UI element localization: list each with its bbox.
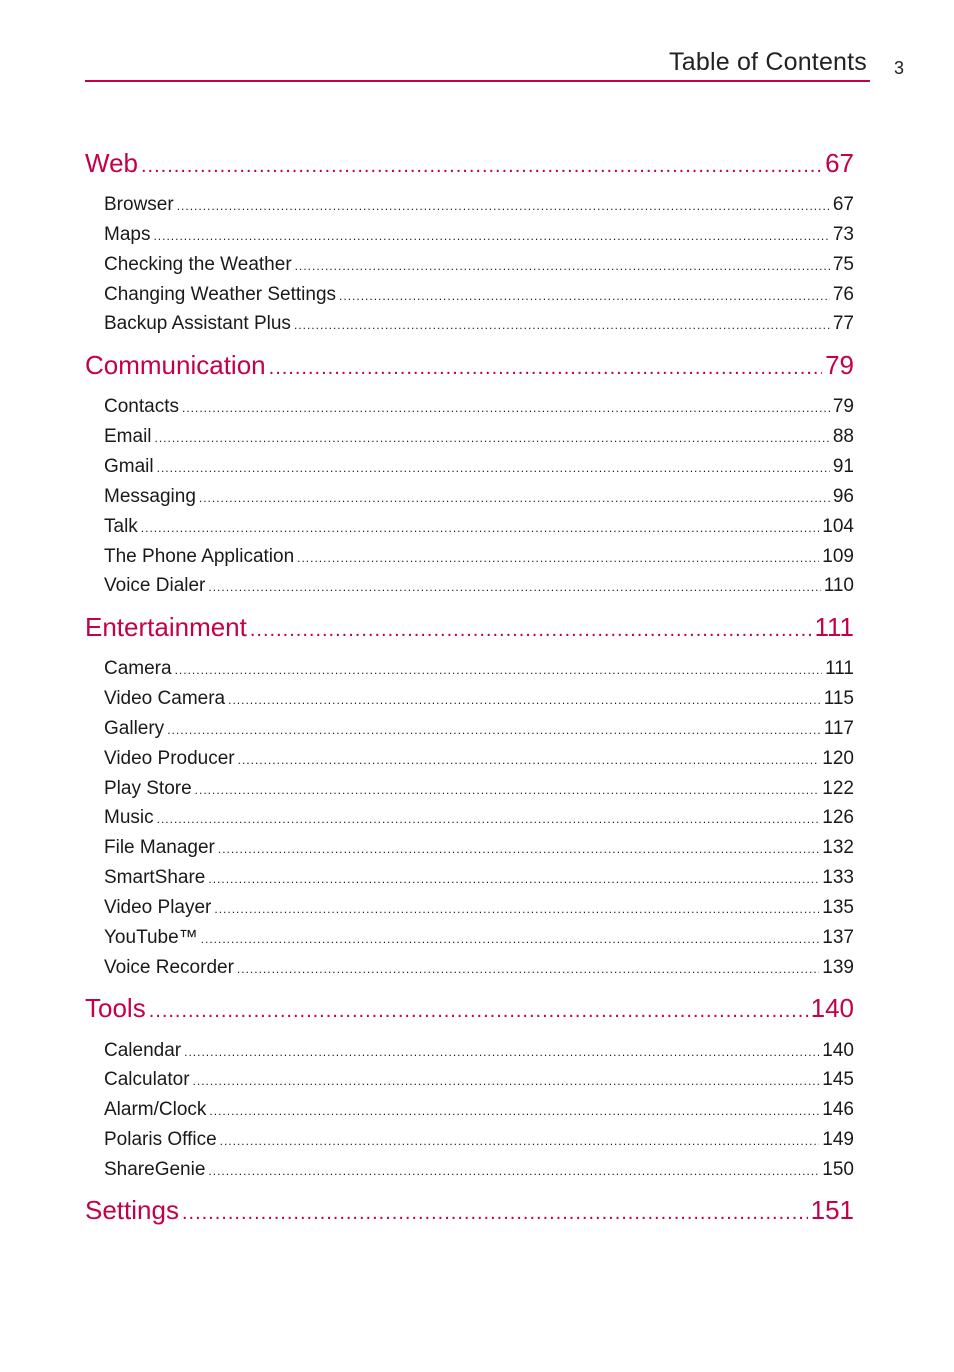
entry-page: 67 [832, 194, 854, 215]
toc-entry[interactable] [104, 1159, 854, 1187]
toc-entry[interactable] [104, 456, 854, 484]
toc-entry[interactable] [104, 778, 854, 806]
entry-label: File Manager [104, 837, 215, 858]
dot-leader [177, 199, 830, 213]
dot-leader [238, 753, 820, 767]
dot-leader [175, 663, 823, 677]
entry-page: 149 [822, 1129, 854, 1150]
toc-entry[interactable] [104, 1069, 854, 1097]
entry-label: Video Producer [104, 748, 235, 769]
entry-label: Messaging [104, 486, 196, 507]
entry-page: 117 [823, 718, 854, 739]
entry-label: Video Player [104, 897, 212, 918]
entry-label: Video Camera [104, 688, 226, 709]
entry-page: 77 [832, 313, 854, 334]
dot-leader [149, 1000, 808, 1023]
toc-entry[interactable] [104, 284, 854, 312]
entry-page: 140 [822, 1040, 854, 1061]
entry-page: 79 [832, 396, 854, 417]
entry-label: Changing Weather Settings [104, 284, 337, 305]
toc-entry[interactable] [104, 957, 854, 985]
toc-entry[interactable] [104, 1099, 854, 1127]
dot-leader [228, 693, 821, 707]
toc-entry[interactable] [104, 927, 854, 955]
entry-label: Gmail [104, 456, 154, 477]
section-page: 151 [810, 1195, 854, 1225]
dot-leader [195, 783, 820, 797]
entry-page: 139 [822, 957, 854, 978]
toc-entry[interactable] [104, 718, 854, 746]
entry-page: 132 [822, 837, 854, 858]
entry-label: ShareGenie [104, 1159, 206, 1180]
entry-page: 146 [822, 1099, 854, 1120]
entry-page: 76 [832, 284, 854, 305]
toc-entry[interactable] [104, 658, 854, 686]
entry-page: 115 [823, 688, 854, 709]
entry-label: Contacts [104, 396, 179, 417]
entry-page: 75 [832, 254, 854, 275]
toc-section-communication[interactable] [85, 350, 854, 386]
section-title: Entertainment [85, 612, 247, 642]
entry-page: 145 [822, 1069, 854, 1090]
entry-label: The Phone Application [104, 546, 295, 567]
entry-label: Email [104, 426, 152, 447]
entry-label: Calculator [104, 1069, 190, 1090]
dot-leader [141, 521, 820, 535]
dot-leader [294, 318, 830, 332]
entry-label: YouTube™ [104, 927, 198, 948]
toc-entry[interactable] [104, 426, 854, 454]
toc-entry[interactable] [104, 748, 854, 776]
section-page: 140 [810, 993, 854, 1023]
entry-label: Browser [104, 194, 174, 215]
dot-leader [157, 812, 820, 826]
dot-leader [201, 932, 820, 946]
dot-leader [208, 580, 820, 594]
dot-leader [155, 431, 830, 445]
dot-leader [193, 1074, 820, 1088]
entry-page: 96 [832, 486, 854, 507]
toc-entry[interactable] [104, 1129, 854, 1157]
toc-entry[interactable] [104, 575, 854, 603]
dot-leader [184, 1045, 819, 1059]
toc-entry[interactable] [104, 313, 854, 341]
toc-entry[interactable] [104, 837, 854, 865]
entry-page: 122 [822, 778, 854, 799]
entry-page: 120 [822, 748, 854, 769]
entry-label: Camera [104, 658, 172, 679]
toc-section-entertainment[interactable] [85, 612, 854, 648]
toc-entry[interactable] [104, 486, 854, 514]
section-title: Tools [85, 993, 146, 1023]
entry-label: Play Store [104, 778, 192, 799]
dot-leader [208, 1164, 819, 1178]
dot-leader [209, 1104, 819, 1118]
entry-label: Voice Dialer [104, 575, 206, 596]
entry-label: Talk [104, 516, 138, 537]
toc-entry[interactable] [104, 807, 854, 835]
section-page: 111 [814, 612, 854, 642]
entry-page: 88 [832, 426, 854, 447]
section-title: Settings [85, 1195, 179, 1225]
entry-page: 133 [822, 867, 854, 888]
entry-label: Backup Assistant Plus [104, 313, 291, 334]
dot-leader [295, 259, 830, 273]
toc-entry[interactable] [104, 1040, 854, 1068]
entry-label: Gallery [104, 718, 165, 739]
entry-label: Checking the Weather [104, 254, 292, 275]
dot-leader [218, 842, 819, 856]
entry-page: 137 [822, 927, 854, 948]
section-page: 67 [825, 148, 854, 178]
dot-leader [250, 619, 812, 642]
entry-label: Alarm/Clock [104, 1099, 207, 1120]
dot-leader [297, 551, 819, 565]
entry-label: Voice Recorder [104, 957, 234, 978]
dot-leader [182, 401, 830, 415]
entry-page: 109 [822, 546, 854, 567]
toc-entry[interactable] [104, 254, 854, 282]
toc-entry[interactable] [104, 516, 854, 544]
entry-page: 104 [822, 516, 854, 537]
entry-page: 110 [823, 575, 854, 596]
header-rule [85, 80, 870, 82]
toc-section-settings[interactable] [85, 1195, 854, 1231]
entry-page: 91 [832, 456, 854, 477]
running-header-title: Table of Contents [669, 48, 867, 76]
section-title: Web [85, 148, 138, 178]
entry-page: 73 [832, 224, 854, 245]
dot-leader [237, 962, 819, 976]
toc-entry[interactable] [104, 688, 854, 716]
entry-label: Calendar [104, 1040, 182, 1061]
entry-page: 150 [822, 1159, 854, 1180]
entry-page: 111 [825, 658, 854, 679]
dot-leader [220, 1134, 820, 1148]
dot-leader [157, 461, 830, 475]
toc-entry[interactable] [104, 867, 854, 895]
toc-section-tools[interactable] [85, 993, 854, 1029]
toc-entry[interactable] [104, 224, 854, 252]
toc-entry[interactable] [104, 546, 854, 574]
entry-label: Polaris Office [104, 1129, 217, 1150]
dot-leader [339, 289, 830, 303]
toc-entry[interactable] [104, 897, 854, 925]
entry-label: SmartShare [104, 867, 206, 888]
entry-page: 126 [822, 807, 854, 828]
page-number: 3 [894, 58, 905, 78]
dot-leader [141, 155, 822, 178]
section-title: Communication [85, 350, 266, 380]
dot-leader [199, 491, 830, 505]
toc-entry[interactable] [104, 194, 854, 222]
dot-leader [167, 723, 821, 737]
entry-label: Music [104, 807, 154, 828]
dot-leader [214, 902, 819, 916]
dot-leader [182, 1202, 808, 1225]
entry-label: Maps [104, 224, 151, 245]
section-page: 79 [825, 350, 854, 380]
dot-leader [208, 872, 819, 886]
entry-page: 135 [822, 897, 854, 918]
toc-section-web[interactable] [85, 148, 854, 184]
toc-entry[interactable] [104, 396, 854, 424]
dot-leader [153, 229, 829, 243]
dot-leader [269, 357, 822, 380]
